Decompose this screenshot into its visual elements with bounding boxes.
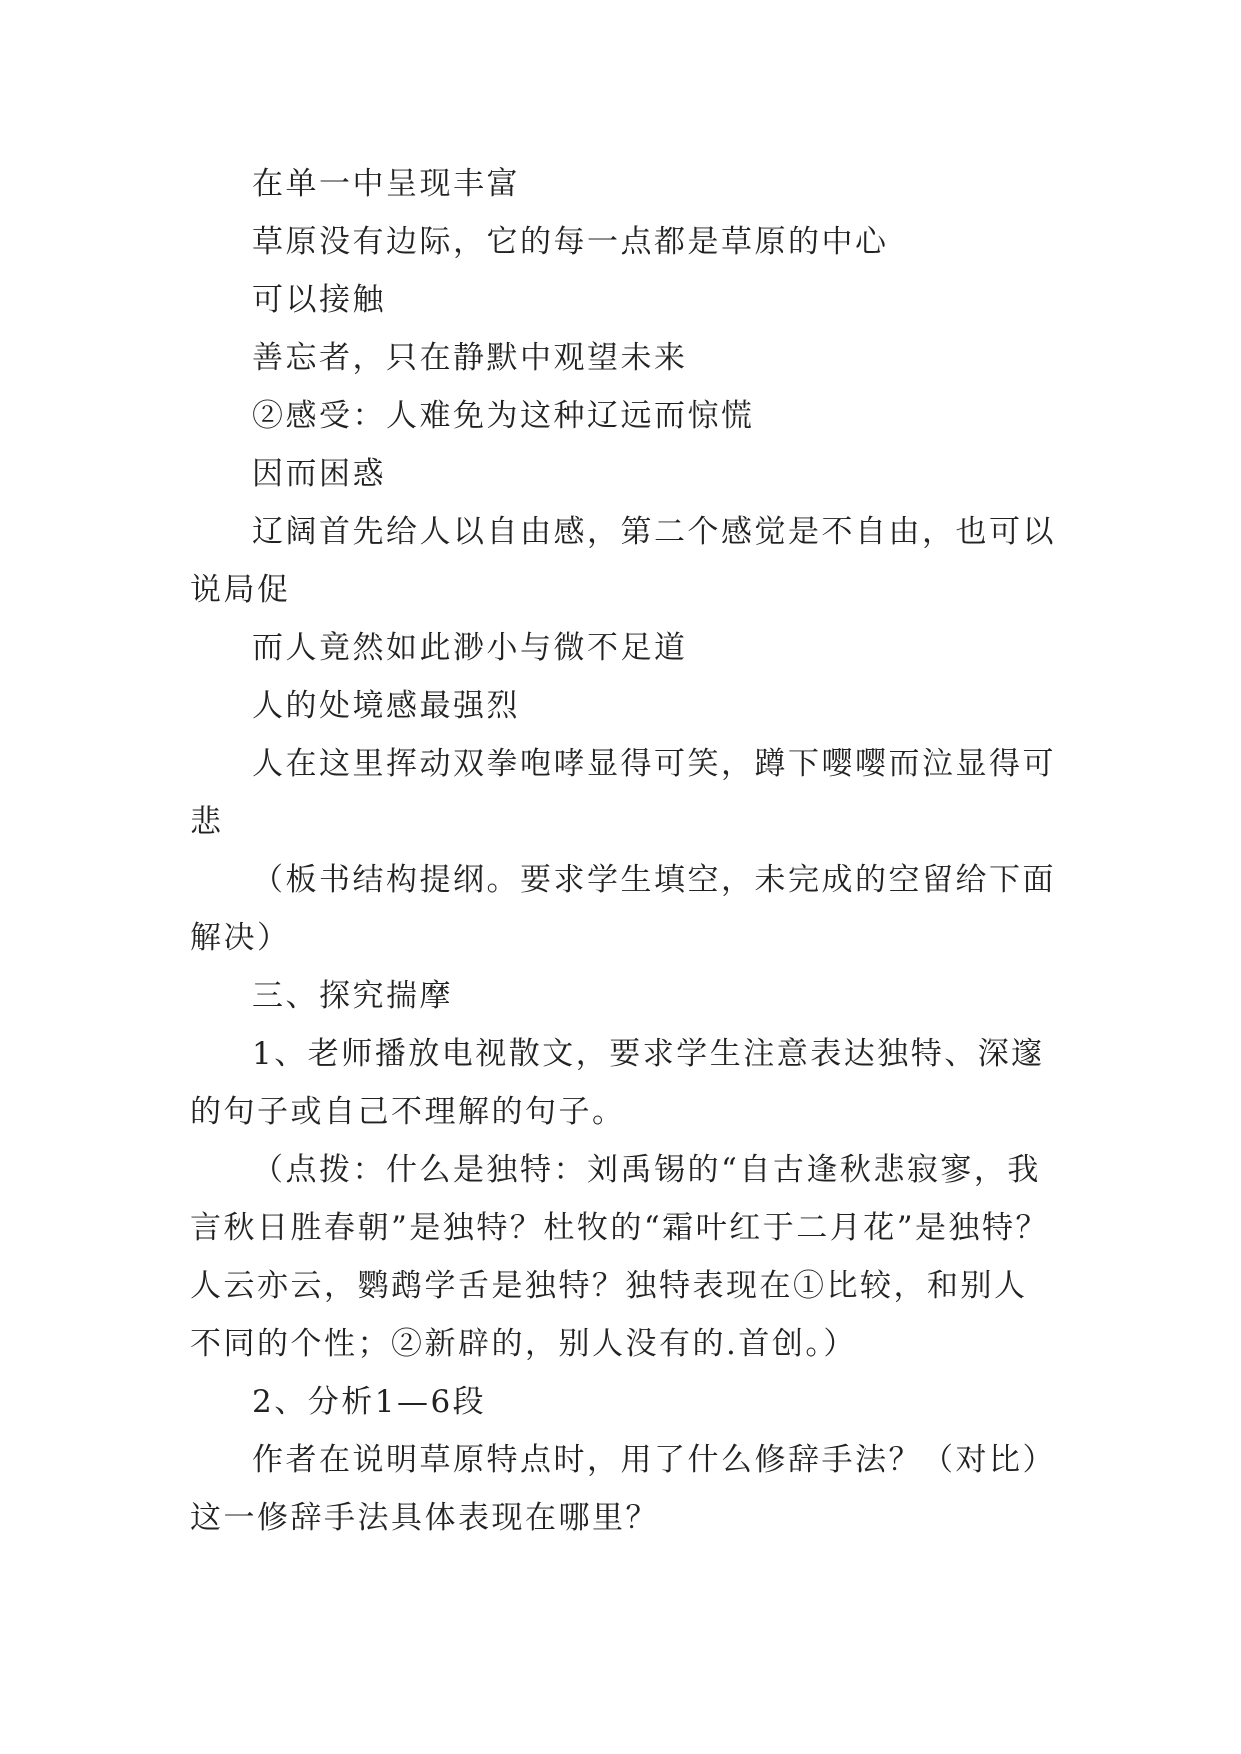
paragraph: （板书结构提纲。要求学生填空，未完成的空留给下面解决）	[190, 862, 1056, 956]
section-heading: 三、探究揣摩	[252, 978, 453, 1014]
paragraph: 2、分析1—6段	[252, 1384, 487, 1420]
document-page	[190, 155, 1058, 1547]
paragraph: 可以接触	[252, 282, 386, 318]
paragraph: 草原没有边际，它的每一点都是草原的中心	[252, 224, 889, 260]
paragraph: 而人竟然如此渺小与微不足道	[252, 630, 688, 666]
paragraph: 1、老师播放电视散文，要求学生注意表达独特、深邃的句子或自己不理解的句子。	[190, 1036, 1045, 1130]
paragraph: 善忘者，只在静默中观望未来	[252, 340, 688, 376]
paragraph: 在单一中呈现丰富	[252, 166, 520, 202]
paragraph: （点拨：什么是独特：刘禹锡的“自古逢秋悲寂寥，我言秋日胜春朝”是独特？杜牧的“霜叶红于二月花”是独特？人云亦云，鹦鹉学舌是独特？独特表现在①比较，和别人不同的个性；②新辟的，别人没有的.首创。）	[190, 1152, 1050, 1362]
paragraph: 人的处境感最强烈	[252, 688, 520, 724]
paragraph: 因而困惑	[252, 456, 386, 492]
paragraph: ②感受：人难免为这种辽远而惊慌	[252, 398, 755, 434]
paragraph: 辽阔首先给人以自由感，第二个感觉是不自由，也可以说局促	[190, 514, 1056, 608]
paragraph: 人在这里挥动双拳咆哮显得可笑，蹲下嘤嘤而泣显得可悲	[190, 746, 1056, 840]
paragraph: 作者在说明草原特点时，用了什么修辞手法？（对比）这一修辞手法具体表现在哪里？	[190, 1442, 1056, 1536]
